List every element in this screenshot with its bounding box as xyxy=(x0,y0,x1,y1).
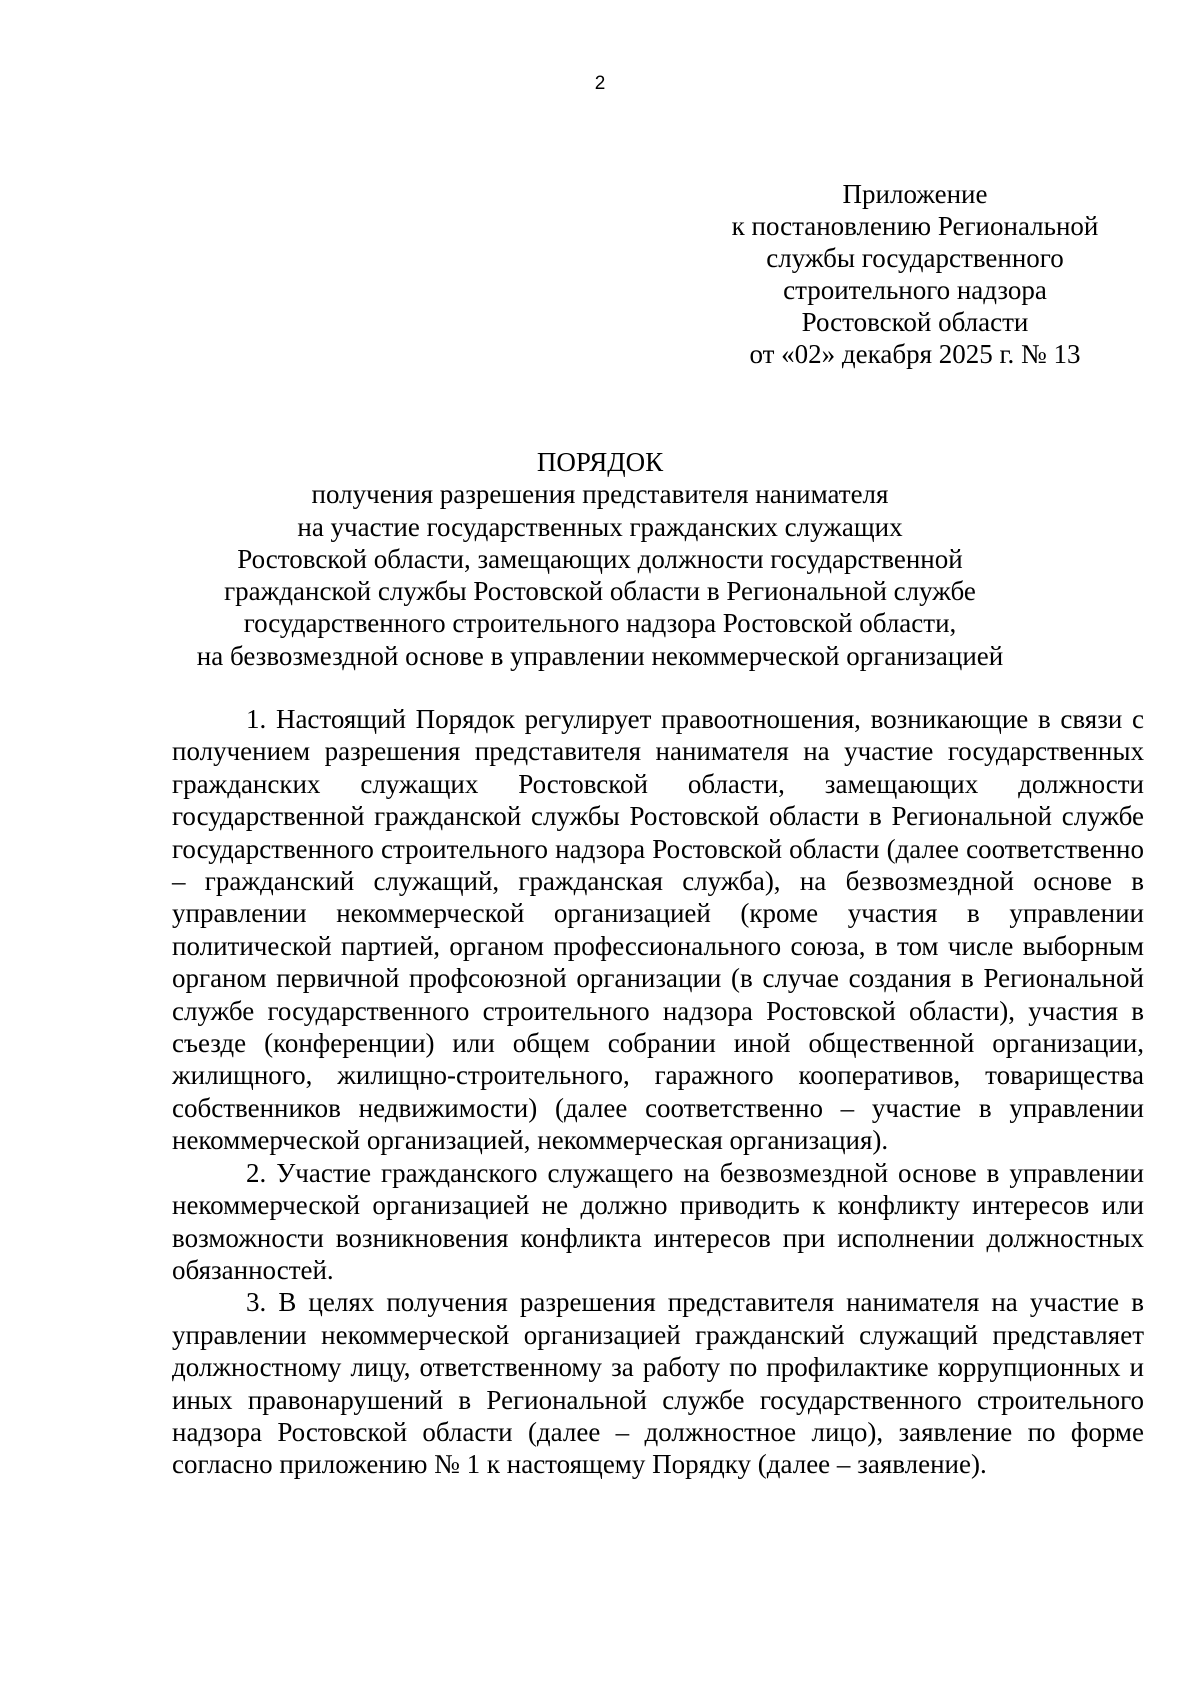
page-number: 2 xyxy=(594,73,606,94)
document-heading: ПОРЯДОК xyxy=(536,447,664,477)
appendix-block xyxy=(690,178,1140,370)
appendix-line: Приложение xyxy=(842,179,988,209)
appendix-date-line: от «02» декабря 2025 г. № 13 xyxy=(749,339,1081,369)
document-subtitle-line: государственного строительного надзора Ростовской области, xyxy=(243,608,957,639)
document-subtitle-line: на участие государственных гражданских служащих xyxy=(297,511,903,542)
appendix-line: строительного надзора xyxy=(783,275,1047,305)
appendix-line: к постановлению Региональной xyxy=(731,211,1099,241)
appendix-line: Ростовской области xyxy=(801,307,1029,337)
paragraph-2: 2. Участие гражданского служащего на безвозмездной основе в управлении некоммерческой организацией не должно приводить к конфликту интересов или возможности возникновения конфликта интересов при исполнении должностных обязанностей. xyxy=(172,1157,1144,1285)
paragraph-1: 1. Настоящий Порядок регулирует правоотношения, возникающие в связи с получением разрешения представителя нанимателя на участие государственных гражданских служащих Ростовской области, замещающих должности государственной гражданской службы Ростовской области в Региональной службе государственного строительного надзора Ростовской области (далее соответственно – гражданский служащий, гражданская служба), на безвозмездной основе в управлении некоммерческой организацией (кроме участия в управлении политической партией, органом профессионального союза, в том числе выборным органом первичной профсоюзной организации (в случае создания в Региональной службе государственного строительного надзора Ростовской области), участия в съезде (конференции) или общем собрании иной общественной организации, жилищного, жилищно-строительного, гаражного кооперативов, товарищества собственников недвижимости) (далее соответственно – участие в управлении некоммерческой организацией, некоммерческая организация). xyxy=(172,704,1144,1156)
document-subtitle-line: получения разрешения представителя нанимателя xyxy=(311,479,889,510)
document-title-block xyxy=(0,446,1200,672)
document-body xyxy=(172,703,1144,1481)
document-subtitle-line: Ростовской области, замещающих должности государственной xyxy=(237,543,963,574)
document-subtitle-line: гражданской службы Ростовской области в Региональной службе xyxy=(224,576,976,607)
document-subtitle-line: на безвозмездной основе в управлении некоммерческой организацией xyxy=(196,640,1004,671)
appendix-line: службы государственного xyxy=(766,243,1064,273)
paragraph-3: 3. В целях получения разрешения представителя нанимателя на участие в управлении некоммерческой организацией гражданский служащий представляет должностному лицу, ответственному за работу по профилактике коррупционных и иных правонарушений в Региональной службе государственного строительного надзора Ростовской области (далее – должностное лицо), заявление по форме согласно приложению № 1 к настоящему Порядку (далее – заявление). xyxy=(172,1287,1144,1480)
